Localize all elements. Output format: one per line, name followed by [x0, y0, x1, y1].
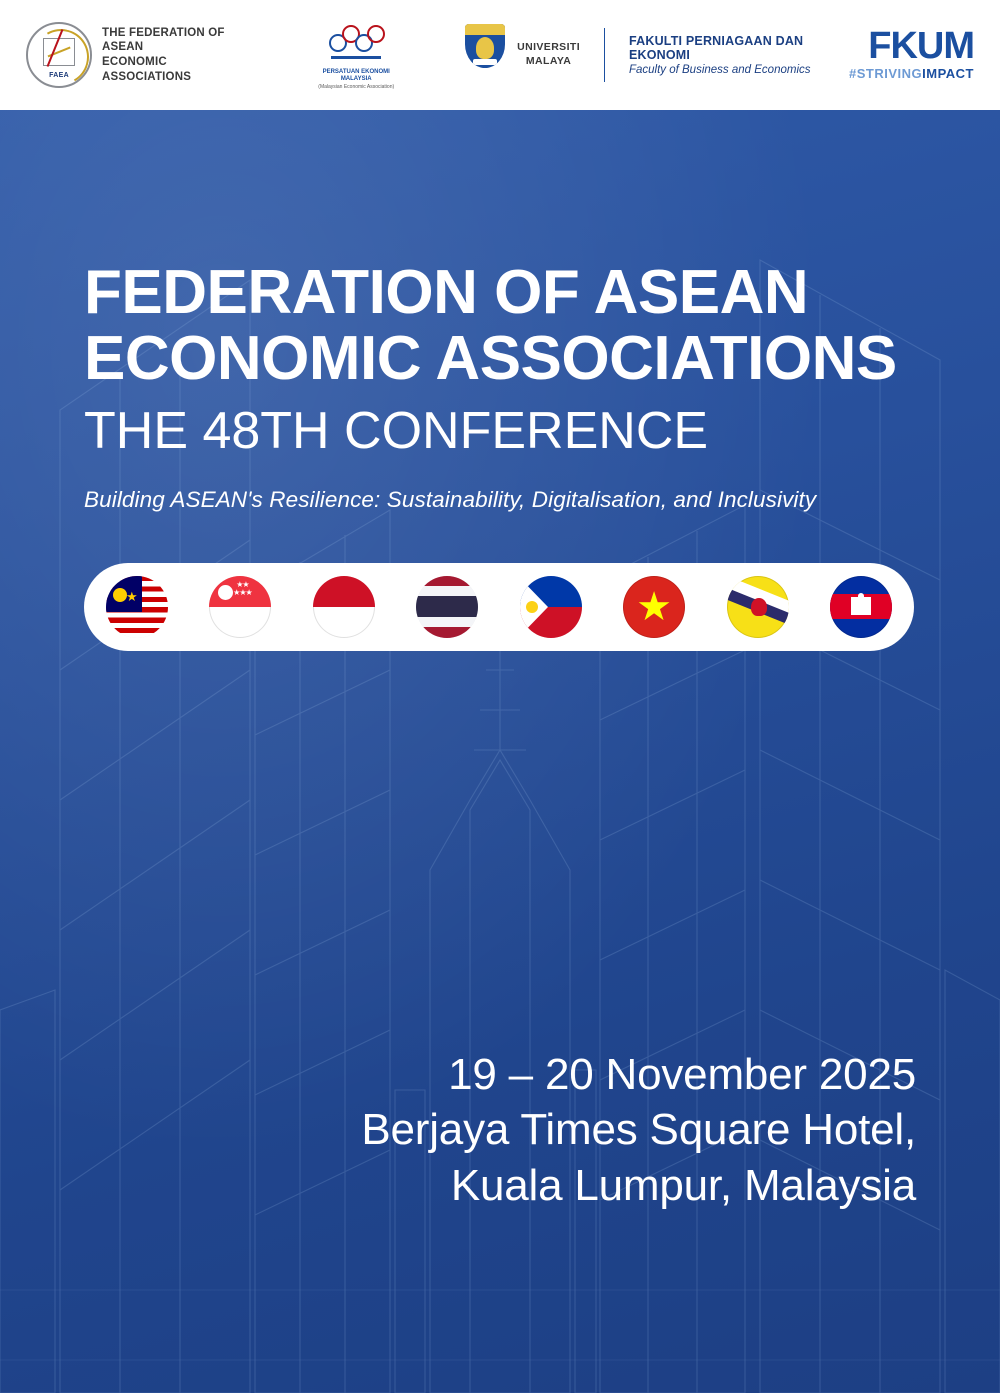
fkum-wordmark-text: FKUM: [868, 24, 974, 67]
page-title: [84, 260, 916, 393]
event-details: [361, 1047, 916, 1213]
malaysia-flag: ★: [106, 576, 168, 638]
thailand-flag: [416, 576, 478, 638]
um-name-line2: MALAYA: [525, 55, 572, 67]
fkum-tagline-impact: IMPACT: [922, 66, 974, 82]
universiti-malaya-name: [517, 41, 580, 68]
faculty-name-my: FAKULTI PERNIAGAAN DAN EKONOMI: [628, 34, 804, 62]
philippines-flag: [520, 576, 582, 638]
event-venue-line-1: Berjaya Times Square Hotel,: [361, 1105, 916, 1155]
universiti-malaya-logo: [459, 24, 849, 86]
logo-header-band: [0, 0, 1000, 110]
faculty-name-en: Faculty of Business and Economics: [628, 64, 811, 76]
event-dates: 19 – 20 November 2025: [448, 1049, 916, 1099]
um-name-line1: UNIVERSITI: [517, 41, 581, 54]
fkum-wordmark: [868, 24, 974, 67]
malaysian-economic-association-logo: [309, 20, 403, 90]
singapore-flag: ★★ ★★★: [209, 576, 271, 638]
faculty-name: [629, 34, 849, 76]
vietnam-flag: ★: [623, 576, 685, 638]
faea-name-line2: ECONOMIC ASSOCIATIONS: [102, 56, 192, 83]
member-flags-bar: [84, 563, 914, 651]
pem-name-my: PERSATUAN EKONOMI MALAYSIA: [322, 68, 390, 83]
faea-name: [102, 26, 255, 85]
indonesia-flag: [313, 576, 375, 638]
fkum-tagline-striving: #STRIVING: [849, 66, 923, 82]
event-venue-line-2: Kuala Lumpur, Malaysia: [450, 1160, 916, 1210]
faea-logo: [26, 22, 255, 88]
logo-divider: [604, 28, 605, 82]
conference-subtitle: THE 48TH CONFERENCE: [84, 401, 709, 460]
conference-theme-tagline: Building ASEAN's Resilience: Sustainability, Digitalisation, and Inclusivity: [84, 486, 817, 512]
faea-name-line1: THE FEDERATION OF ASEAN: [102, 26, 225, 54]
pem-name-en: (Malaysian Economic Association): [318, 83, 395, 90]
cambodia-flag: [830, 576, 892, 638]
title-line-1: FEDERATION OF ASEAN: [84, 258, 809, 327]
fkum-tagline: [849, 66, 974, 81]
pem-name: [309, 69, 403, 90]
faea-emblem-label: FAEA: [49, 72, 69, 79]
pem-rings-icon: [327, 20, 385, 66]
poster-body: [0, 110, 1000, 1393]
title-line-2: ECONOMIC ASSOCIATIONS: [84, 324, 897, 394]
brunei-flag: [727, 576, 789, 638]
faea-emblem-icon: [26, 22, 92, 88]
universiti-malaya-crest-icon: [459, 24, 507, 86]
fkum-logo: [849, 24, 974, 82]
